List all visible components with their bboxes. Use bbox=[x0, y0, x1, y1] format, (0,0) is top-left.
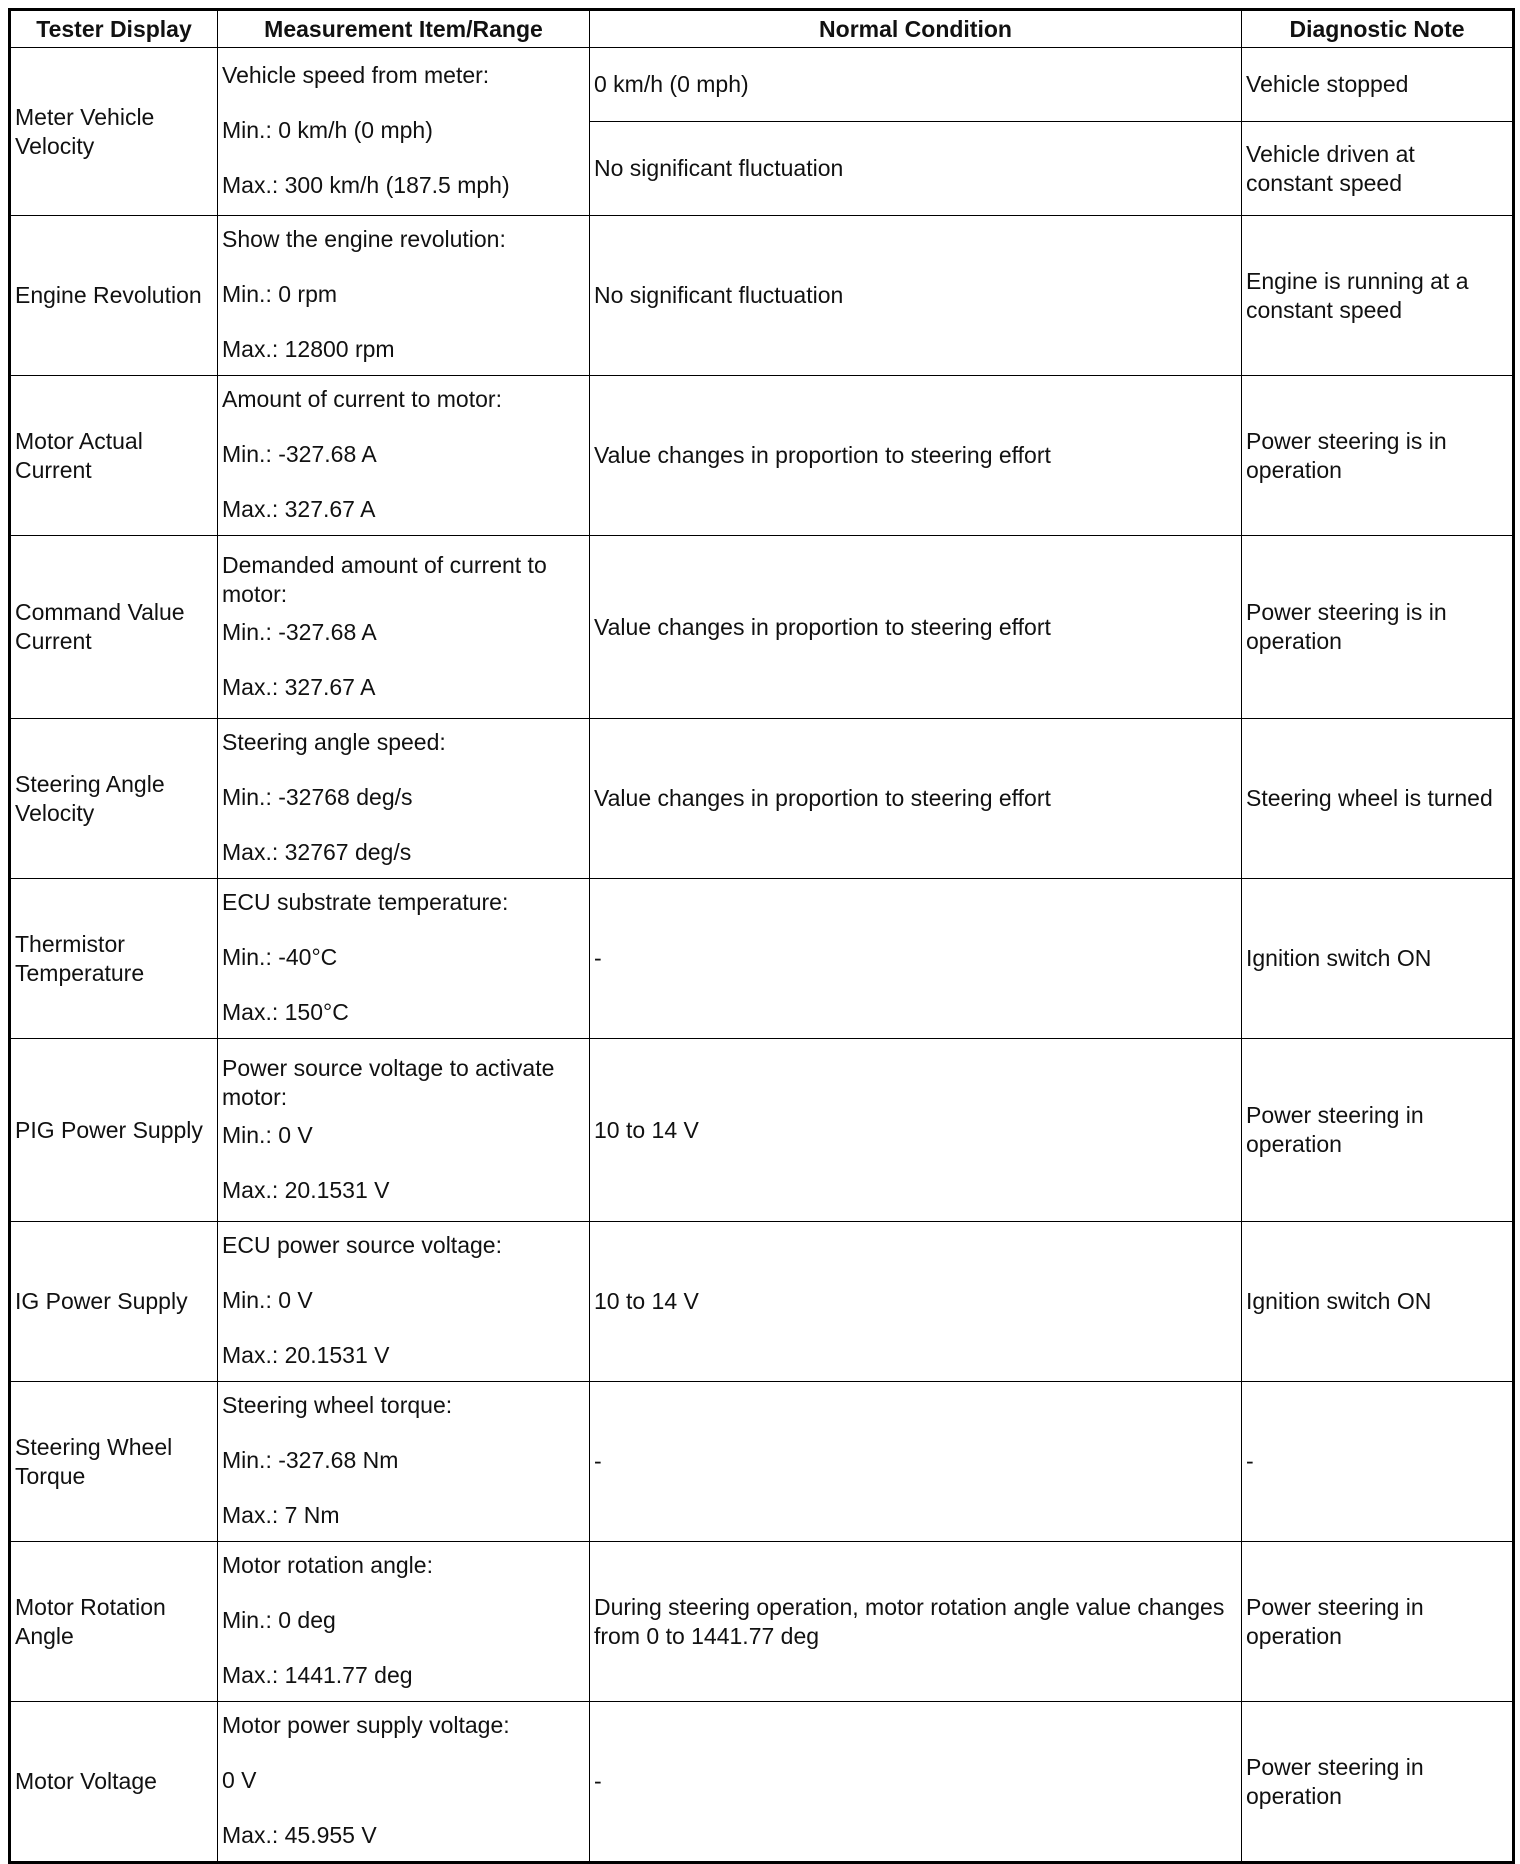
range-min: Min.: -40°C bbox=[222, 944, 338, 970]
normal-condition-cell: - bbox=[590, 1382, 1242, 1542]
range-max: Max.: 32767 deg/s bbox=[222, 839, 412, 865]
range-min: Min.: 0 V bbox=[222, 1287, 313, 1313]
range-label: Show the engine revolution: bbox=[222, 226, 506, 252]
range-max: Max.: 150°C bbox=[222, 999, 349, 1025]
range-max: Max.: 20.1531 V bbox=[222, 1342, 390, 1368]
range-label: Steering wheel torque: bbox=[222, 1392, 453, 1418]
range-max: Max.: 1441.77 deg bbox=[222, 1662, 413, 1688]
normal-condition-cell: Value changes in proportion to steering effort bbox=[590, 376, 1242, 536]
measurement-range-cell bbox=[218, 1702, 590, 1863]
header-normal-condition: Normal Condition bbox=[590, 10, 1242, 48]
diagnostic-note-cell: Ignition switch ON bbox=[1242, 1222, 1514, 1382]
range-max: Max.: 327.67 A bbox=[222, 496, 376, 522]
data-list-table bbox=[8, 8, 1515, 1864]
header-row bbox=[10, 10, 1514, 48]
range-max: Max.: 45.955 V bbox=[222, 1822, 377, 1848]
tester-display-cell: Motor Rotation Angle bbox=[10, 1542, 218, 1702]
range-max: Max.: 20.1531 V bbox=[222, 1176, 390, 1203]
range-label: Vehicle speed from meter: bbox=[222, 62, 490, 88]
measurement-range-cell bbox=[218, 1222, 590, 1382]
range-min: Min.: -327.68 A bbox=[222, 441, 377, 467]
range-label: ECU power source voltage: bbox=[222, 1232, 502, 1258]
table-row bbox=[10, 1702, 1514, 1863]
normal-condition-cell: No significant fluctuation bbox=[590, 122, 1242, 216]
diagnostic-note-cell: Steering wheel is turned bbox=[1242, 719, 1514, 879]
table-row bbox=[10, 879, 1514, 1039]
table-row bbox=[10, 1542, 1514, 1702]
range-max: Max.: 7 Nm bbox=[222, 1502, 340, 1528]
normal-condition-cell: During steering operation, motor rotation angle value changes from 0 to 1441.77 deg bbox=[590, 1542, 1242, 1702]
table-row bbox=[10, 216, 1514, 376]
range-label: Motor rotation angle: bbox=[222, 1552, 433, 1578]
normal-condition-cell: - bbox=[590, 879, 1242, 1039]
range-min: Min.: 0 V bbox=[222, 1121, 313, 1148]
normal-condition-cell: Value changes in proportion to steering effort bbox=[590, 536, 1242, 719]
tester-display-cell: Thermistor Temperature bbox=[10, 879, 218, 1039]
range-label: ECU substrate temperature: bbox=[222, 889, 509, 915]
diagnostic-note-cell: Engine is running at a constant speed bbox=[1242, 216, 1514, 376]
range-min: Min.: -327.68 A bbox=[222, 618, 377, 645]
header-measurement: Measurement Item/Range bbox=[218, 10, 590, 48]
diagnostic-note-cell: Vehicle driven at constant speed bbox=[1242, 122, 1514, 216]
diagnostic-note-cell: Power steering is in operation bbox=[1242, 376, 1514, 536]
diagnostic-note-cell: Power steering in operation bbox=[1242, 1702, 1514, 1863]
diagnostic-note-cell: Vehicle stopped bbox=[1242, 48, 1514, 122]
diagnostic-note-cell: Power steering is in operation bbox=[1242, 536, 1514, 719]
range-label: Motor power supply voltage: bbox=[222, 1712, 510, 1738]
table-row bbox=[10, 376, 1514, 536]
tester-display-cell: PIG Power Supply bbox=[10, 1039, 218, 1222]
range-label: Steering angle speed: bbox=[222, 729, 446, 755]
table-row bbox=[10, 719, 1514, 879]
measurement-range-cell bbox=[218, 1382, 590, 1542]
diagnostic-note-cell: Power steering in operation bbox=[1242, 1039, 1514, 1222]
tester-display-cell: Motor Actual Current bbox=[10, 376, 218, 536]
normal-condition-cell: 0 km/h (0 mph) bbox=[590, 48, 1242, 122]
table-row bbox=[10, 536, 1514, 719]
measurement-range-cell bbox=[218, 536, 590, 719]
range-min: Min.: 0 km/h (0 mph) bbox=[222, 117, 433, 143]
normal-condition-cell: 10 to 14 V bbox=[590, 1222, 1242, 1382]
range-min: Min.: -32768 deg/s bbox=[222, 784, 413, 810]
measurement-range-cell bbox=[218, 719, 590, 879]
range-min: 0 V bbox=[222, 1767, 257, 1793]
normal-condition-cell: - bbox=[590, 1702, 1242, 1863]
header-diagnostic-note: Diagnostic Note bbox=[1242, 10, 1514, 48]
range-min: Min.: -327.68 Nm bbox=[222, 1447, 399, 1473]
diagnostic-note-cell: - bbox=[1242, 1382, 1514, 1542]
range-max: Max.: 300 km/h (187.5 mph) bbox=[222, 172, 510, 198]
range-label: Power source voltage to activate motor: bbox=[222, 1054, 555, 1110]
diagnostic-note-cell: Ignition switch ON bbox=[1242, 879, 1514, 1039]
measurement-range-cell bbox=[218, 1542, 590, 1702]
range-min: Min.: 0 deg bbox=[222, 1607, 336, 1633]
tester-display-cell: Meter Vehicle Velocity bbox=[10, 48, 218, 216]
tester-display-cell: Steering Wheel Torque bbox=[10, 1382, 218, 1542]
measurement-range-cell bbox=[218, 1039, 590, 1222]
tester-display-cell: Command Value Current bbox=[10, 536, 218, 719]
tester-display-cell: IG Power Supply bbox=[10, 1222, 218, 1382]
measurement-range-cell bbox=[218, 879, 590, 1039]
diagnostic-note-cell: Power steering in operation bbox=[1242, 1542, 1514, 1702]
range-label: Amount of current to motor: bbox=[222, 386, 502, 412]
normal-condition-cell: No significant fluctuation bbox=[590, 216, 1242, 376]
measurement-range-cell bbox=[218, 48, 590, 216]
measurement-range-cell bbox=[218, 216, 590, 376]
range-label: Demanded amount of current to motor: bbox=[222, 551, 547, 607]
tester-display-cell: Engine Revolution bbox=[10, 216, 218, 376]
table-row bbox=[10, 48, 1514, 122]
table-row bbox=[10, 1222, 1514, 1382]
table-row bbox=[10, 1382, 1514, 1542]
range-max: Max.: 12800 rpm bbox=[222, 336, 395, 362]
range-min: Min.: 0 rpm bbox=[222, 281, 338, 307]
tester-display-cell: Motor Voltage bbox=[10, 1702, 218, 1863]
normal-condition-cell: 10 to 14 V bbox=[590, 1039, 1242, 1222]
normal-condition-cell: Value changes in proportion to steering effort bbox=[590, 719, 1242, 879]
range-max: Max.: 327.67 A bbox=[222, 673, 376, 700]
measurement-range-cell bbox=[218, 376, 590, 536]
tester-display-cell: Steering Angle Velocity bbox=[10, 719, 218, 879]
table-row bbox=[10, 1039, 1514, 1222]
header-tester-display: Tester Display bbox=[10, 10, 218, 48]
